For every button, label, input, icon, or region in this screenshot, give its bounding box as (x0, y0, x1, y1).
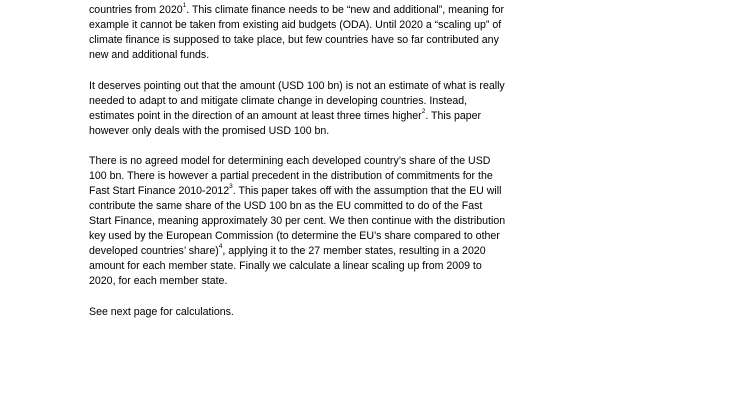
paragraph-see-next-page (89, 305, 539, 320)
text-segment: , applying it to the 27 member states, resulting in a 2020 (222, 245, 486, 257)
text-line: example it cannot be taken from existing aid budgets (ODA). Until 2020 a “scaling up” of (89, 19, 502, 31)
text-segment: . This paper (425, 110, 482, 122)
text-line: however only deals with the promised USD 100 bn. (89, 125, 330, 137)
paragraph-distribution-model (89, 154, 539, 289)
text-line (89, 244, 539, 259)
text-segment: . This climate finance needs to be “new and additional”, meaning for (186, 4, 505, 16)
text-line: new and additional funds. (89, 49, 210, 61)
text-segment: developed countries’ share) (89, 245, 219, 257)
text-line: 100 bn. There is however a partial precedent in the distribution of commitments for the (89, 170, 493, 182)
paragraph-climate-finance (89, 3, 539, 63)
text-line (89, 184, 539, 199)
text-segment: estimates point in the direction of an amount at least three times higher (89, 110, 422, 122)
footnote-ref-2[interactable]: 2 (421, 108, 426, 116)
text-line: key used by the European Commission (to determine the EU’s share compared to other (89, 230, 500, 242)
text-segment: countries from 2020 (89, 4, 183, 16)
text-line: There is no agreed model for determining each developed country’s share of the USD (89, 155, 491, 167)
footnote-ref-1[interactable]: 1 (182, 2, 187, 10)
text-line: climate finance is supposed to take place, but few countries have so far contributed any (89, 34, 499, 46)
text-segment: Fast Start Finance 2010-2012 (89, 185, 230, 197)
text-line: It deserves pointing out that the amount (USD 100 bn) is not an estimate of what is really (89, 80, 505, 92)
text-line: See next page for calculations. (89, 306, 234, 318)
paragraph-amount-estimate (89, 79, 539, 139)
text-line: Start Finance, meaning approximately 30 per cent. We then continue with the distribution (89, 215, 506, 227)
text-line (89, 3, 539, 18)
text-line (89, 109, 539, 124)
text-segment: . This paper takes off with the assumption that the EU will (232, 185, 502, 197)
text-line: amount for each member state. Finally we calculate a linear scaling up from 2009 to (89, 260, 482, 272)
text-line: needed to adapt to and mitigate climate change in developing countries. Instead, (89, 95, 468, 107)
footnote-ref-3[interactable]: 3 (229, 183, 233, 191)
text-line: contribute the same share of the USD 100 bn as the EU committed to do of the Fast (89, 200, 483, 212)
footnote-ref-4[interactable]: 4 (218, 243, 223, 251)
text-line: 2020, for each member state. (89, 275, 228, 287)
